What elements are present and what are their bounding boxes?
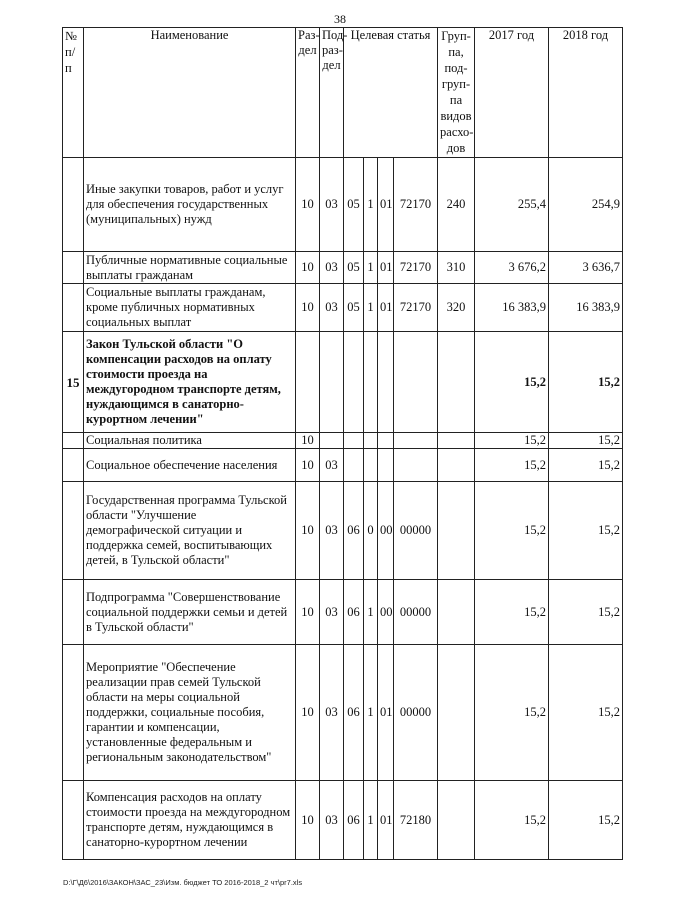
- row-name: Социальная политика: [84, 433, 296, 449]
- row-expense-group: [438, 482, 475, 580]
- row-num: [63, 252, 84, 284]
- row-num: [63, 645, 84, 781]
- row-target-subprogram: 1: [364, 284, 378, 332]
- row-target-program: 05: [344, 158, 364, 252]
- table-row: [63, 645, 623, 781]
- row-num: 15: [63, 332, 84, 433]
- row-target-direction: [394, 433, 438, 449]
- header-2018: 2018 год: [549, 28, 623, 158]
- row-amount-2018: 15,2: [549, 449, 623, 482]
- row-amount-2018: 16 383,9: [549, 284, 623, 332]
- row-expense-group: [438, 580, 475, 645]
- row-num: [63, 482, 84, 580]
- row-subsection: 03: [320, 781, 344, 860]
- row-expense-group: [438, 781, 475, 860]
- row-name: Социальное обеспечение населения: [84, 449, 296, 482]
- row-amount-2017: 15,2: [475, 645, 549, 781]
- header-name: Наименование: [84, 28, 296, 158]
- row-num: [63, 284, 84, 332]
- row-target-direction: [394, 332, 438, 433]
- table-row: [63, 284, 623, 332]
- row-subsection: 03: [320, 482, 344, 580]
- row-target-program: [344, 433, 364, 449]
- row-target-direction: 72170: [394, 252, 438, 284]
- header-2017: 2017 год: [475, 28, 549, 158]
- table-row: [63, 482, 623, 580]
- row-amount-2017: 16 383,9: [475, 284, 549, 332]
- row-subsection: 03: [320, 449, 344, 482]
- row-target-direction: 72170: [394, 158, 438, 252]
- row-target-event: [378, 449, 394, 482]
- header-section: Раз- дел: [296, 28, 320, 158]
- row-section: 10: [296, 482, 320, 580]
- row-subsection: [320, 332, 344, 433]
- row-name: Государственная программа Тульской области "Улучшение демографической ситуации и поддержка семей, воспитывающих детей, в Тульской области": [84, 482, 296, 580]
- row-target-subprogram: 1: [364, 580, 378, 645]
- row-section: 10: [296, 645, 320, 781]
- row-amount-2017: 15,2: [475, 433, 549, 449]
- row-target-direction: [394, 449, 438, 482]
- budget-table: [62, 27, 623, 860]
- row-section: 10: [296, 252, 320, 284]
- header-target-article: Целевая статья: [344, 28, 438, 158]
- table-row: [63, 449, 623, 482]
- row-subsection: [320, 433, 344, 449]
- row-name: Закон Тульской области "О компенсации расходов на оплату стоимости проезда на междугородном транспорте детям, нуждающимся в санаторно-курортном лечении": [84, 332, 296, 433]
- table-body: [63, 158, 623, 860]
- row-target-program: 06: [344, 580, 364, 645]
- row-target-event: 00: [378, 580, 394, 645]
- row-target-program: 05: [344, 252, 364, 284]
- table-row: [63, 332, 623, 433]
- row-target-direction: 00000: [394, 580, 438, 645]
- row-amount-2018: 15,2: [549, 781, 623, 860]
- row-target-subprogram: 1: [364, 158, 378, 252]
- page-number: 38: [334, 12, 346, 26]
- row-target-event: 01: [378, 781, 394, 860]
- row-target-subprogram: 1: [364, 252, 378, 284]
- row-amount-2018: 3 636,7: [549, 252, 623, 284]
- row-target-subprogram: 1: [364, 645, 378, 781]
- row-num: [63, 580, 84, 645]
- row-expense-group: [438, 449, 475, 482]
- row-expense-group: 310: [438, 252, 475, 284]
- row-name: Компенсация расходов на оплату стоимости проезда на междугородном транспорте детям, нуждающимся в санаторно-курортном лечении: [84, 781, 296, 860]
- row-amount-2018: 15,2: [549, 433, 623, 449]
- row-target-subprogram: 1: [364, 781, 378, 860]
- row-target-direction: 00000: [394, 645, 438, 781]
- row-subsection: 03: [320, 158, 344, 252]
- row-amount-2017: 15,2: [475, 580, 549, 645]
- row-target-direction: 72180: [394, 781, 438, 860]
- row-name: Мероприятие "Обеспечение реализации прав семей Тульской области на меры социальной поддержки, социальные пособия, гарантии и компенсации, установленные федеральным и региональным законодательством": [84, 645, 296, 781]
- row-name: Иные закупки товаров, работ и услуг для обеспечения государственных (муниципальных) нужд: [84, 158, 296, 252]
- row-target-event: 01: [378, 284, 394, 332]
- row-target-program: [344, 332, 364, 433]
- row-amount-2018: 15,2: [549, 645, 623, 781]
- row-amount-2017: 15,2: [475, 332, 549, 433]
- row-amount-2017: 15,2: [475, 482, 549, 580]
- row-target-event: 01: [378, 252, 394, 284]
- table-row: [63, 252, 623, 284]
- row-subsection: 03: [320, 580, 344, 645]
- row-target-program: 06: [344, 482, 364, 580]
- file-path-footer: D:\Г\Д6\2016\ЗАКОН\ЗАС_23\Изм. бюджет ТО 2016-2018_2 чт\pr7.xls: [63, 878, 303, 887]
- row-target-direction: 00000: [394, 482, 438, 580]
- row-expense-group: 240: [438, 158, 475, 252]
- row-target-event: 00: [378, 482, 394, 580]
- header-expense-group: Груп- па, под- груп- па видов расхо- дов: [438, 28, 475, 158]
- row-target-program: [344, 449, 364, 482]
- row-target-subprogram: [364, 332, 378, 433]
- header-num: № п/ п: [63, 28, 84, 158]
- row-target-program: 05: [344, 284, 364, 332]
- row-subsection: 03: [320, 284, 344, 332]
- row-subsection: 03: [320, 645, 344, 781]
- row-amount-2017: 15,2: [475, 449, 549, 482]
- row-section: 10: [296, 284, 320, 332]
- row-amount-2018: 15,2: [549, 482, 623, 580]
- row-section: [296, 332, 320, 433]
- row-num: [63, 433, 84, 449]
- row-target-event: 01: [378, 645, 394, 781]
- table-row: [63, 158, 623, 252]
- row-num: [63, 158, 84, 252]
- table-row: [63, 781, 623, 860]
- table-row: [63, 433, 623, 449]
- row-expense-group: [438, 645, 475, 781]
- row-num: [63, 449, 84, 482]
- row-section: 10: [296, 580, 320, 645]
- row-section: 10: [296, 158, 320, 252]
- header-row: [63, 28, 623, 158]
- row-name: Социальные выплаты гражданам, кроме публичных нормативных социальных выплат: [84, 284, 296, 332]
- row-target-event: 01: [378, 158, 394, 252]
- row-target-subprogram: [364, 433, 378, 449]
- header-subsection: Под- раз- дел: [320, 28, 344, 158]
- row-section: 10: [296, 781, 320, 860]
- row-name: Подпрограмма "Совершенствование социальной поддержки семьи и детей в Тульской области": [84, 580, 296, 645]
- row-amount-2018: 15,2: [549, 332, 623, 433]
- row-section: 10: [296, 433, 320, 449]
- row-name: Публичные нормативные социальные выплаты гражданам: [84, 252, 296, 284]
- row-num: [63, 781, 84, 860]
- row-section: 10: [296, 449, 320, 482]
- row-subsection: 03: [320, 252, 344, 284]
- row-amount-2017: 15,2: [475, 781, 549, 860]
- row-target-event: [378, 433, 394, 449]
- row-target-event: [378, 332, 394, 433]
- row-target-program: 06: [344, 645, 364, 781]
- table-row: [63, 580, 623, 645]
- row-expense-group: [438, 332, 475, 433]
- row-target-subprogram: [364, 449, 378, 482]
- row-expense-group: [438, 433, 475, 449]
- row-target-subprogram: 0: [364, 482, 378, 580]
- row-amount-2017: 255,4: [475, 158, 549, 252]
- row-amount-2018: 254,9: [549, 158, 623, 252]
- row-target-direction: 72170: [394, 284, 438, 332]
- row-amount-2017: 3 676,2: [475, 252, 549, 284]
- row-amount-2018: 15,2: [549, 580, 623, 645]
- row-target-program: 06: [344, 781, 364, 860]
- row-expense-group: 320: [438, 284, 475, 332]
